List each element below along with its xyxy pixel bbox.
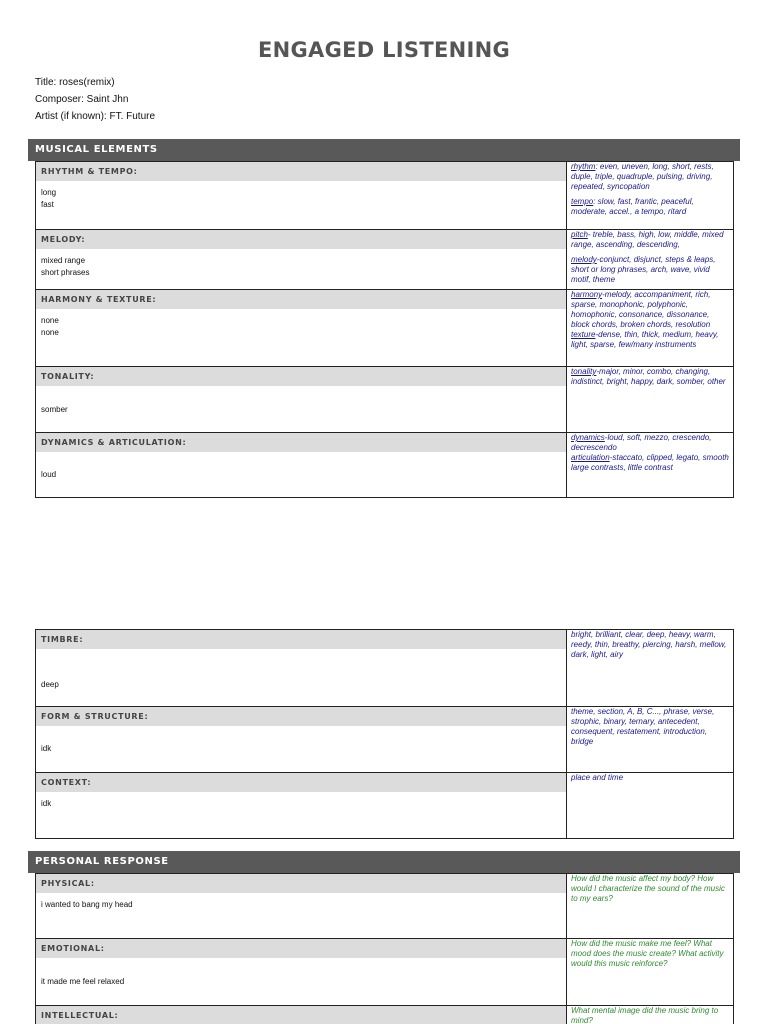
row-label: PHYSICAL: [36, 874, 566, 893]
answer-field[interactable]: idk [41, 799, 52, 808]
row-intellectual [35, 1006, 734, 1024]
column-divider [566, 874, 567, 938]
column-divider [566, 367, 567, 432]
hint-text: rhythm: even, uneven, long, short, rests, duple, triple, quadruple, pulsing, driving, repeated, syncopation tempo: slow, fast, frantic, peaceful, moderate, accel., a tempo, ritard [571, 162, 714, 216]
hint-text: theme, section, A, B, C..., phrase, verse, strophic, binary, ternary, antecedent, consequent, restatement, introduction, bridge [571, 707, 715, 746]
answer-field[interactable]: mixed range short phrases [41, 256, 90, 277]
row-label: EMOTIONAL: [36, 939, 566, 958]
row-form-structure [35, 707, 734, 773]
row-dynamics-articulation [35, 433, 734, 498]
section-musical-elements: MUSICAL ELEMENTS [28, 139, 740, 161]
column-divider [566, 162, 567, 229]
row-physical [35, 873, 734, 939]
row-context [35, 773, 734, 839]
row-label: MELODY: [36, 230, 566, 249]
answer-field[interactable]: it made me feel relaxed [41, 977, 125, 986]
song-title: Title: roses(remix) [35, 77, 115, 88]
row-tonality [35, 367, 734, 433]
hint-text: What mental image did the music bring to mind? [571, 1006, 719, 1024]
hint-text: harmony-melody, accompaniment, rich, sparse, monophonic, polyphonic, homophonic, consonance, dissonance, block chords, broken chords, resolution texture-dense, thin, thick, medium, heavy, light, sparse, few/many instruments [571, 290, 719, 349]
answer-field[interactable]: i wanted to bang my head [41, 900, 133, 909]
artist: Artist (if known): FT. Future [35, 111, 156, 122]
hint-text: dynamics-loud, soft, mezzo, crescendo, decrescendo articulation-staccato, clipped, legato, smooth large contrasts, little contrast [571, 433, 729, 472]
answer-field[interactable]: loud [41, 470, 57, 479]
column-divider [566, 939, 567, 1005]
answer-field[interactable]: none none [41, 316, 59, 337]
composer: Composer: Saint Jhn [35, 94, 129, 105]
hint-text: How did the music affect my body? How would I characterize the sound of the music to my ears? [571, 874, 725, 903]
row-label: RHYTHM & TEMPO: [36, 162, 566, 181]
row-melody [35, 230, 734, 290]
hint-text: tonality-major, minor, combo, changing, indistinct, bright, happy, dark, somber, other [571, 367, 726, 386]
column-divider [566, 707, 567, 772]
hint-text: How did the music make me feel? What mood does the music create? What activity would this music reinforce? [571, 939, 724, 968]
column-divider [566, 230, 567, 289]
page-title: ENGAGED LISTENING [257, 38, 511, 62]
row-label: FORM & STRUCTURE: [36, 707, 566, 726]
hint-text: pitch- treble, bass, high, low, middle, mixed range, ascending, descending, melody-conjunct, disjunct, steps & leaps, short or long phrases, arch, wave, vivid motif, theme [571, 230, 724, 284]
row-label: TIMBRE: [36, 630, 566, 649]
answer-field[interactable]: deep [41, 680, 59, 689]
column-divider [566, 773, 567, 838]
answer-field[interactable]: idk [41, 744, 52, 753]
hint-text: bright, brilliant, clear, deep, heavy, warm, reedy, thin, breathy, piercing, harsh, mellow, dark, light, airy [571, 630, 727, 659]
column-divider [566, 290, 567, 366]
column-divider [566, 630, 567, 706]
row-label: TONALITY: [36, 367, 566, 386]
answer-field[interactable]: somber [41, 405, 68, 414]
row-label: CONTEXT: [36, 773, 566, 792]
column-divider [566, 1006, 567, 1024]
row-label: INTELLECTUAL: [36, 1006, 566, 1024]
row-emotional [35, 939, 734, 1006]
answer-field[interactable]: long fast [41, 188, 57, 209]
row-label: HARMONY & TEXTURE: [36, 290, 566, 309]
row-harmony-texture [35, 290, 734, 367]
column-divider [566, 433, 567, 497]
hint-text: place and time [571, 773, 624, 782]
row-label: DYNAMICS & ARTICULATION: [36, 433, 566, 452]
row-rhythm-tempo [35, 161, 734, 230]
row-timbre [35, 629, 734, 707]
section-personal-response: PERSONAL RESPONSE [28, 851, 740, 873]
